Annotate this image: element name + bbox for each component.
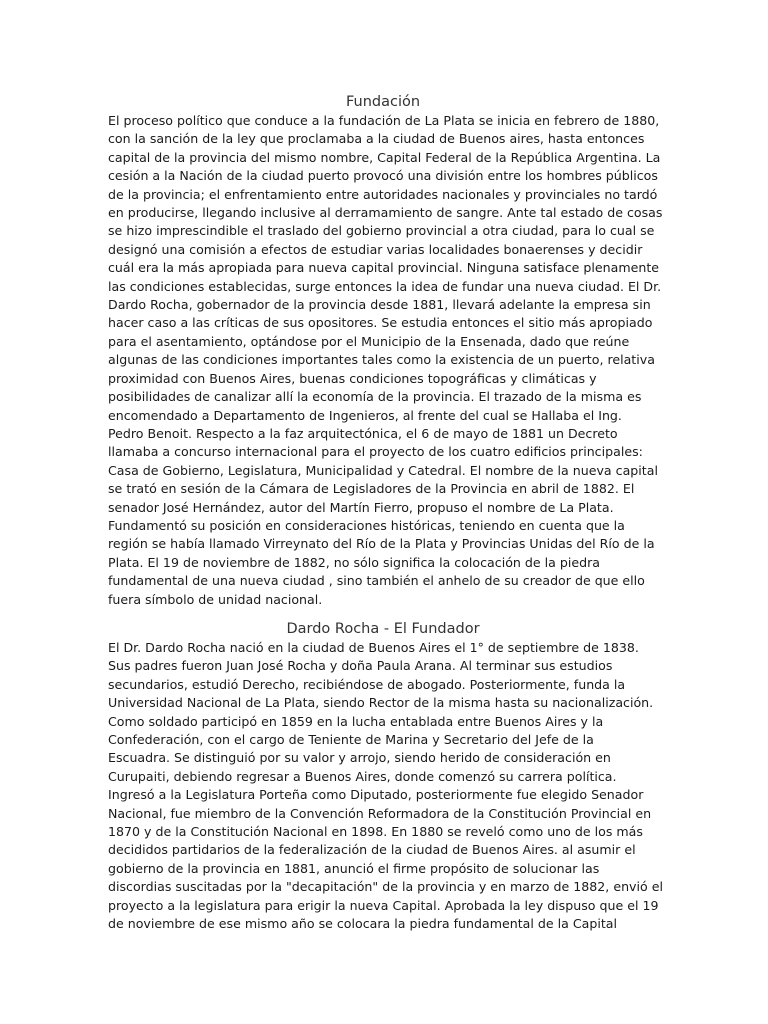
text-line: Curupaiti, debiendo regresar a Buenos Aires, donde comenzó su carrera política.	[108, 768, 617, 784]
text-line: Dardo Rocha, gobernador de la provincia desde 1881, llevará adelante la empresa sin	[108, 297, 651, 313]
text-line: proximidad con Buenos Aires, buenas condiciones topográficas y climáticas y	[108, 370, 597, 386]
text-line: para el asentamiento, optándose por el Municipio de la Ensenada, dado que reúne	[108, 333, 630, 349]
text-line: región se había llamado Virreynato del Río de la Plata y Provincias Unidas del Río de la	[108, 536, 655, 552]
text-line: posibilidades de canalizar allí la economía de la provincia. El trazado de la misma es	[108, 389, 642, 405]
text-line: Ingresó a la Legislatura Porteña como Diputado, posteriormente fue elegido Senador	[108, 787, 644, 803]
document-page	[108, 92, 663, 933]
text-line: las condiciones establecidas, surge entonces la idea de fundar una nueva ciudad. El Dr.	[108, 278, 662, 294]
text-line: 1870 y de la Constitución Nacional en 1898. En 1880 se reveló como uno de los más	[108, 824, 643, 840]
text-line: fundamental de una nueva ciudad , sino también el anhelo de su creador de que ello	[108, 573, 645, 589]
text-line: cuál era la más apropiada para nueva capital provincial. Ninguna satisface plenamente	[108, 260, 660, 276]
text-line: Universidad Nacional de La Plata, siendo Rector de la misma hasta su nacionalización.	[108, 695, 654, 711]
text-line: Casa de Gobierno, Legislatura, Municipalidad y Catedral. El nombre de la nueva capital	[108, 462, 658, 478]
text-line: llamaba a concurso internacional para el proyecto de los cuatro edificios principales:	[108, 444, 643, 460]
text-line: El proceso político que conduce a la fundación de La Plata se inicia en febrero de 1880,	[108, 113, 660, 128]
text-line: designó una comisión a efectos de estudiar varias localidades bonaerenses y decidir	[108, 241, 643, 257]
text-line: se trató en sesión de la Cámara de Legisladores de la Provincia en abril de 1882. El	[108, 481, 635, 497]
text-line: de la provincia; el enfrentamiento entre autoridades nacionales y provinciales no tardó	[108, 186, 658, 202]
text-line: Escuadra. Se distinguió por su valor y arrojo, siendo herido de consideración en	[108, 750, 611, 766]
text-line: Sus padres fueron Juan José Rocha y doña Paula Arana. Al terminar sus estudios	[108, 658, 613, 674]
text-line: algunas de las condiciones importantes tales como la existencia de un puerto, relativa	[108, 352, 655, 368]
text-line: discordias suscitadas por la "decapitación" de la provincia y en marzo de 1882, envió el	[108, 879, 663, 895]
text-line: Confederación, con el cargo de Teniente de Marina y Secretario del Jefe de la	[108, 732, 594, 747]
text-line: El Dr. Dardo Rocha nació en la ciudad de Buenos Aires el 1° de septiembre de 1838.	[108, 639, 639, 655]
paragraph-fundacion	[108, 112, 663, 609]
text-line: Nacional, fue miembro de la Convención Reformadora de la Constitución Provincial en	[108, 805, 652, 821]
text-line: con la sanción de la ley que proclamaba a la ciudad de Buenos aires, hasta entonces	[108, 131, 645, 147]
text-line: Plata. El 19 de noviembre de 1882, no sólo significa la colocación de la piedra	[108, 554, 600, 570]
paragraph-dardo-rocha	[108, 639, 663, 934]
text-line: Fundamentó su posición en consideraciones históricas, teniendo en cuenta que la	[108, 517, 625, 533]
section-title-dardo-rocha: Dardo Rocha - El Fundador	[286, 620, 480, 637]
text-line: decididos partidarios de la federalización de la ciudad de Buenos Aires. al asumir el	[108, 842, 636, 858]
text-line: fuera símbolo de unidad nacional.	[108, 591, 323, 607]
text-line: Como soldado participó en 1859 en la lucha entablada entre Buenos Aires y la	[108, 713, 604, 729]
text-line: hacer caso a las críticas de sus opositores. Se estudia entonces el sitio más apropiado	[108, 315, 653, 331]
text-line: secundarios, estudió Derecho, recibiéndose de abogado. Posteriormente, funda la	[108, 676, 626, 692]
text-line: capital de la provincia del mismo nombre, Capital Federal de la República Argentina. La	[108, 149, 661, 165]
section-title-fundacion: Fundación	[345, 94, 421, 110]
text-line: en producirse, llegando inclusive al derramamiento de sangre. Ante tal estado de cosas	[108, 205, 663, 221]
text-line: Pedro Benoit. Respecto a la faz arquitectónica, el 6 de mayo de 1881 un Decreto	[108, 425, 618, 441]
text-line: cesión a la Nación de la ciudad puerto provocó una división entre los hombres públicos	[108, 168, 658, 184]
text-line: senador José Hernández, autor del Martín Fierro, propuso el nombre de La Plata.	[108, 499, 614, 515]
text-line: se hizo imprescindible el traslado del gobierno provincial a otra ciudad, para lo cual se	[108, 223, 655, 239]
text-line: proyecto a la legislatura para erigir la nueva Capital. Aprobada la ley dispuso que el 19	[108, 897, 659, 913]
text-line: encomendado a Departamento de Ingenieros, al frente del cual se Hallaba el Ing.	[108, 407, 622, 423]
text-line: gobierno de la provincia en 1881, anunció el firme propósito de solucionar las	[108, 860, 600, 876]
text-line: de noviembre de ese mismo año se colocara la piedra fundamental de la Capital	[108, 916, 617, 932]
